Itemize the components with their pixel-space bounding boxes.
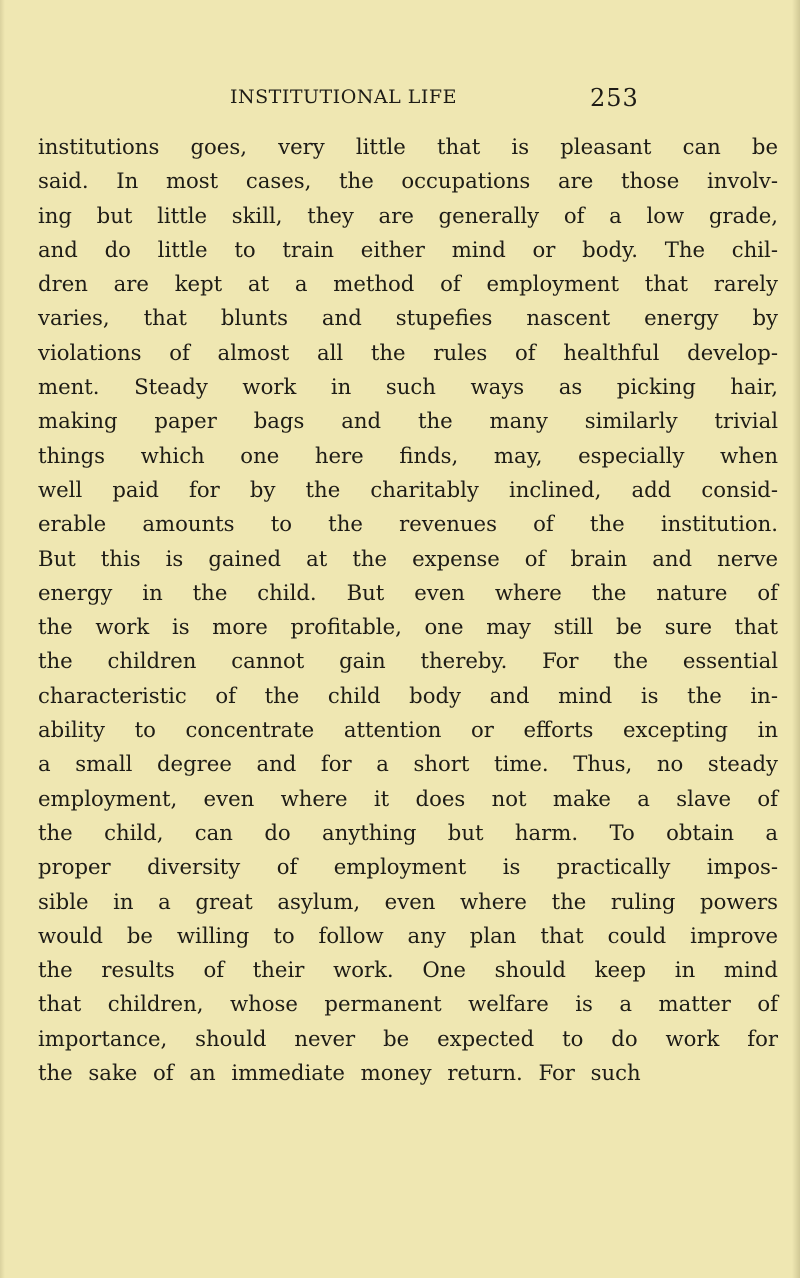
text-line: the child, can do anything but harm. To obtain a — [38, 819, 778, 845]
text-line: said. In most cases, the occupations are those involv- — [38, 168, 778, 194]
text-line: things which one here finds, may, especially when — [38, 442, 778, 468]
text-line: importance, should never be expected to do work for — [38, 1025, 778, 1051]
text-line: a small degree and for a short time. Thus, no steady — [38, 751, 778, 777]
text-line: varies, that blunts and stupefies nascent energy by — [38, 305, 778, 331]
text-line: the results of their work. One should keep in mind — [38, 957, 778, 983]
page-right-edge-shadow — [792, 0, 800, 1278]
running-title: INSTITUTIONAL LIFE — [230, 86, 457, 108]
text-line: employment, even where it does not make a slave of — [38, 785, 778, 811]
page-header — [0, 86, 800, 116]
text-line: energy in the child. But even where the nature of — [38, 579, 778, 605]
text-line: and do little to train either mind or body. The chil- — [38, 236, 778, 262]
text-line: the work is more profitable, one may still be sure that — [38, 614, 778, 640]
text-line: well paid for by the charitably inclined, add consid- — [38, 476, 778, 502]
text-line: ability to concentrate attention or efforts excepting in — [38, 717, 778, 743]
text-line: dren are kept at a method of employment that rarely — [38, 271, 778, 297]
text-line: the children cannot gain thereby. For the essential — [38, 648, 778, 674]
page-number: 253 — [590, 84, 639, 112]
text-line: making paper bags and the many similarly trivial — [38, 408, 778, 434]
text-line: proper diversity of employment is practically impos- — [38, 854, 778, 880]
text-line: violations of almost all the rules of healthful develop- — [38, 339, 778, 365]
text-line: ing but little skill, they are generally of a low grade, — [38, 202, 778, 228]
text-line: institutions goes, very little that is pleasant can be — [38, 134, 778, 159]
text-line: the sake of an immediate money return. For such — [38, 1060, 641, 1086]
text-line: But this is gained at the expense of brain and nerve — [38, 545, 778, 571]
text-line: would be willing to follow any plan that could improve — [38, 922, 778, 948]
text-line: sible in a great asylum, even where the ruling powers — [38, 888, 778, 914]
text-line: erable amounts to the revenues of the institution. — [38, 511, 778, 537]
body-text — [38, 130, 778, 1090]
page-left-edge-shadow — [0, 0, 5, 1278]
text-line: characteristic of the child body and mind is the in- — [38, 682, 778, 708]
text-line: that children, whose permanent welfare is a matter of — [38, 991, 778, 1017]
text-line: ment. Steady work in such ways as picking hair, — [38, 374, 778, 400]
